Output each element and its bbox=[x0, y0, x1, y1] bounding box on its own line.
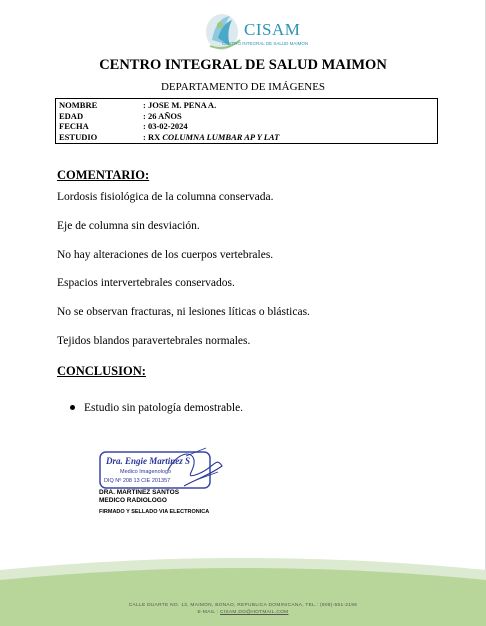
conclusion-text: Estudio sin patología demostrable. bbox=[84, 402, 244, 414]
comment-line: Espacios intervertebrales conservados. bbox=[57, 277, 235, 289]
report-title: CENTRO INTEGRAL DE SALUD MAIMON bbox=[99, 57, 387, 73]
study-name: COLUMNA LUMBAR AP Y LAT bbox=[162, 131, 280, 142]
patient-info-box bbox=[55, 98, 438, 144]
department-title: DEPARTAMENTO DE IMÁGENES bbox=[160, 81, 326, 93]
comment-line: Lordosis fisiológica de la columna conservada. bbox=[57, 191, 274, 203]
footer-email[interactable]: CISAM.DO@HOTMAIL.COM bbox=[220, 610, 289, 615]
email-label: E-MAIL : bbox=[197, 610, 221, 615]
stamp-line-1: Dra. Engie Martinez S bbox=[106, 456, 191, 466]
signature-scribble bbox=[168, 454, 222, 486]
patient-age-row bbox=[59, 111, 434, 122]
name-label: NOMBRE bbox=[59, 100, 98, 110]
footer-email-line bbox=[0, 610, 486, 615]
logo-tagline: CENTRO INTEGRAL DE SALUD MAIMON bbox=[222, 41, 309, 46]
study-value bbox=[143, 132, 279, 143]
signature-note: FIRMADO Y SELLADO VIA ELECTRONICA bbox=[99, 509, 210, 515]
study-label: ESTUDIO bbox=[59, 131, 98, 142]
study-date-row bbox=[59, 121, 434, 132]
footer-address: CALLE DUARTE NO. 13, MAIMÓN, BONAO, REPUBLICA DOMINICANA, TEL.: (809)-551-2196 bbox=[128, 603, 358, 608]
study-row bbox=[59, 132, 434, 143]
stamp-line-2: Medico Imagenologo bbox=[120, 469, 172, 475]
doctor-name: DRA. MARTINEZ SANTOS bbox=[99, 489, 180, 496]
comment-heading: COMENTARIO: bbox=[57, 168, 150, 182]
date-label: FECHA bbox=[59, 121, 89, 131]
bullet-icon bbox=[70, 405, 75, 410]
study-date: : 03-02-2024 bbox=[143, 121, 188, 131]
comment-line: No se observan fracturas, ni lesiones líticas o blásticas. bbox=[57, 306, 310, 318]
comment-line: No hay alteraciones de los cuerpos vertebrales. bbox=[57, 249, 274, 261]
stamp-line-3: DIQ Nº 208 13 CIE 201357 bbox=[104, 478, 171, 484]
comment-line: Eje de columna sin desviación. bbox=[57, 220, 200, 232]
comment-line: Tejidos blandos paravertebrales normales. bbox=[57, 335, 251, 347]
conclusion-heading: CONCLUSION: bbox=[57, 364, 146, 378]
patient-name-row bbox=[59, 100, 434, 111]
patient-age: : 26 AÑOS bbox=[143, 110, 182, 121]
study-prefix: : RX bbox=[143, 131, 163, 142]
conclusion-item bbox=[70, 402, 243, 414]
logo-name: CISAM bbox=[244, 20, 301, 39]
patient-name: : JOSE M. PENA A. bbox=[143, 100, 217, 110]
doctor-role: MEDICO RADIOLOGO bbox=[99, 497, 167, 504]
age-label: EDAD bbox=[59, 110, 84, 121]
